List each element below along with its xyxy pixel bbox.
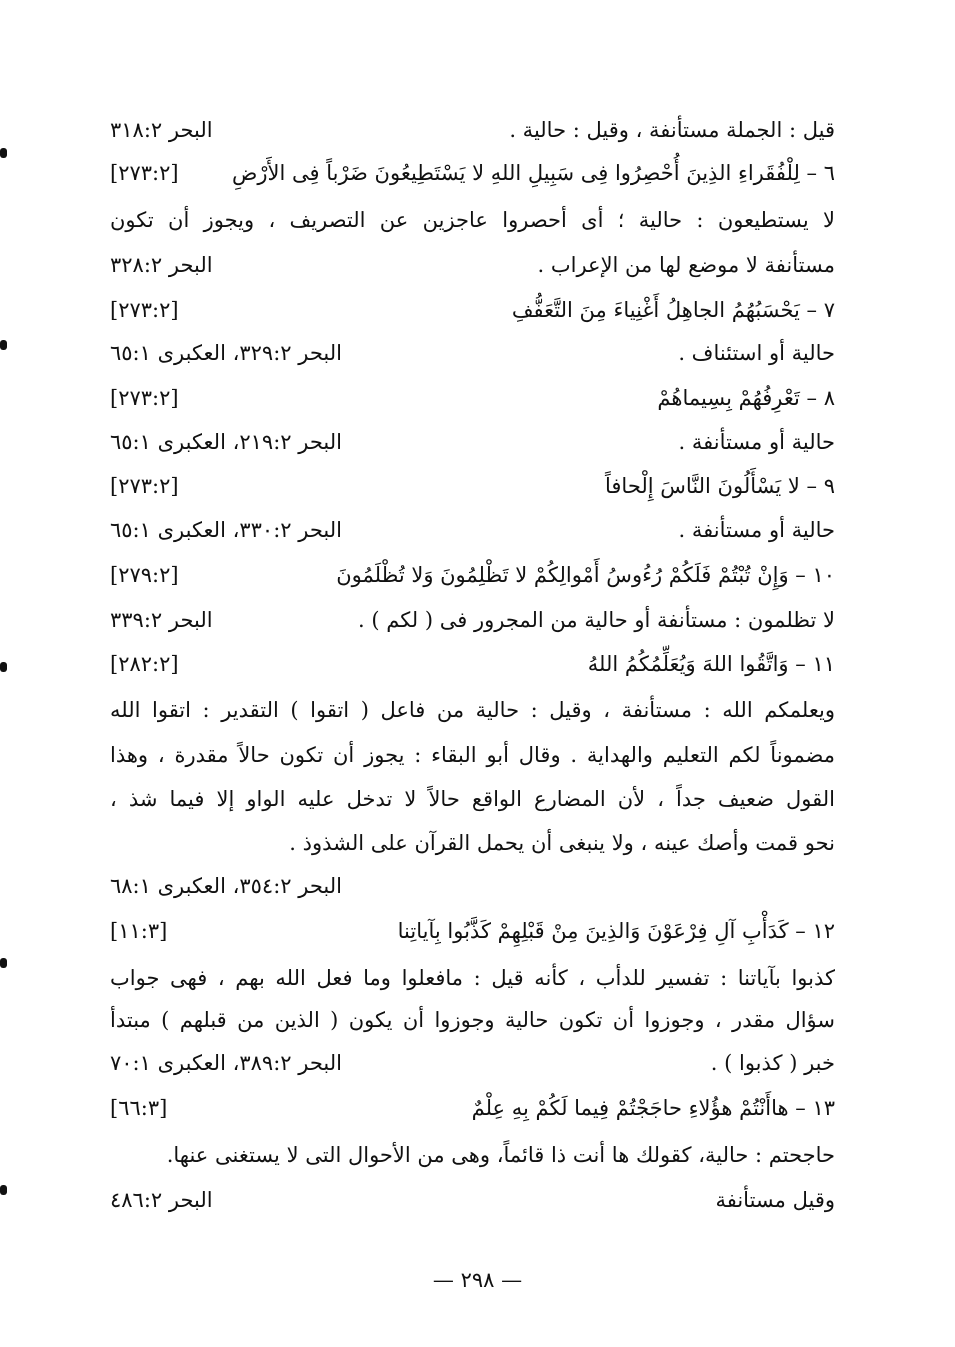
text-line [110, 1043, 835, 1083]
text-line [110, 555, 835, 595]
text-line [110, 422, 835, 462]
text-line [110, 510, 835, 550]
text-line [110, 200, 835, 240]
line-text: حاجحتم : حالية، كقولك ها أنت ذا قائماً، وهى من الأحوال التى لا يستغنى عنها. [166, 1143, 835, 1167]
line-text: ١٣ – هاأَنْتُمْ هؤُلاءِ حاجَجْتُمْ فِيما لَكُمْ بِهِ عِلْمٌ [471, 1096, 835, 1120]
line-text: مضموناً لكم التعليم والهداية . وقال أبو البقاء : يجوز أن تكون حالاً مقدرة ، وهذا [110, 743, 835, 767]
line-text: نحو قمت وأصك عينه ، ولا ينبغى أن يحمل القرآن على الشذوذ . [289, 831, 835, 855]
line-text: كذبوا بآياتنا : تفسير للدأب ، كأنه قيل : مافعلوا وما فعل الله بهم ، فهى جواب [110, 966, 835, 990]
source-reference: البحر ٣٢٩:٢، العكبرى ٦٥:١ [110, 341, 342, 365]
verse-reference: [٦٦:٣] [110, 1096, 168, 1120]
text-line [110, 779, 835, 819]
source-reference: البحر ٣٣٠:٢، العكبرى ٦٥:١ [110, 518, 342, 542]
line-text: حالية أو مستأنفة . [678, 518, 835, 542]
line-text: لا تظلمون : مستأنفة أو حالية من المجرور فى ( لكم ) . [358, 608, 835, 632]
binding-mark [0, 148, 7, 158]
verse-reference: [٢٧٩:٢] [110, 563, 179, 587]
line-text: القول ضعيف جداً ، لأن المضارع الواقع حالاً لا تدخل عليه الواو إلا فيما شذ ، [110, 787, 835, 811]
source-reference: البحر ٣٢٨:٢ [110, 253, 213, 277]
text-line [110, 153, 835, 193]
text-line [110, 866, 835, 906]
binding-mark [0, 1185, 7, 1195]
line-text: سؤال مقدر ، وجوزوا أن تكون حالية وجوزوا أن يكون ( الذين من قبلهم ) مبتدأ [110, 1008, 835, 1032]
text-line [110, 466, 835, 506]
text-line [110, 1135, 835, 1175]
verse-reference: [٢٧٣:٢] [110, 161, 179, 185]
line-text: ١٠ – وَإِنْ تُبْتُمْ فَلَكُمْ رُءُوسُ أَمْوالِكُمْ لا تَظْلِمُونَ وَلا تُظْلَمُونَ [336, 563, 835, 587]
text-line [110, 600, 835, 640]
line-text: حالية أو استئناف . [678, 341, 835, 365]
source-reference: البحر ٤٨٦:٢ [110, 1188, 213, 1212]
text-line [110, 378, 835, 418]
source-reference: البحر ٣٣٩:٢ [110, 608, 213, 632]
binding-mark [0, 340, 7, 350]
line-text: قيل : الجملة مستأنفة ، وقيل : حالية . [509, 118, 835, 142]
line-text: ١٢ – كَدَأْبِ آلِ فِرْعَوْنَ وَالذِينَ مِنْ قَبْلِهِمْ كَذَّبُوا بِآياتِنا [397, 919, 835, 943]
verse-reference: [٢٨٢:٢] [110, 652, 179, 676]
line-text: ٩ – لا يَسْأَلُونَ النَّاسَ إِلْحافاً [604, 474, 835, 498]
text-line [110, 1180, 835, 1220]
line-text: لا يستطيعون : حالية ؛ أى أحصروا عاجزين عن التصريف ، ويجوز أن تكون [110, 208, 835, 232]
line-text: خبر ( كذبوا ) . [710, 1051, 835, 1075]
verse-reference: [١١:٣] [110, 919, 168, 943]
text-line [110, 1000, 835, 1040]
verse-reference: [٢٧٣:٢] [110, 298, 179, 322]
line-text: حالية أو مستأنفة . [678, 430, 835, 454]
source-reference: البحر ٣٥٤:٢، العكبرى ٦٨:١ [110, 874, 342, 898]
line-text: ويعلمكم الله : مستأنفة ، وقيل : حالية من فاعل ( اتقوا ) التقدير : اتقوا الله [110, 698, 835, 722]
line-text: ٦ – لِلْفُقَراءِ الذِينَ أُحْصِرُوا فِى سَبِيلِ اللهِ لا يَسْتَطِيعُونَ ضَرْباً فِى الأَرْضِ [231, 161, 835, 185]
text-line [110, 823, 835, 863]
text-line [110, 644, 835, 684]
text-line [110, 110, 835, 150]
line-text: وقيل مستأنفة [715, 1188, 835, 1212]
source-reference: البحر ٢١٩:٢، العكبرى ٦٥:١ [110, 430, 342, 454]
verse-reference: [٢٧٣:٢] [110, 386, 179, 410]
text-line [110, 290, 835, 330]
text-line [110, 735, 835, 775]
line-text: ٧ – يَحْسَبُهُمُ الجاهِلُ أَغْنِياءَ مِنَ التَّعَفُّفِ [511, 298, 835, 322]
line-text: مستأنفة لا موضع لها من الإعراب . [537, 253, 835, 277]
text-line [110, 958, 835, 998]
text-line [110, 245, 835, 285]
line-text: ١١ – وَاتَّقُوا اللهَ وَيُعَلِّمُكُمُ اللهُ [587, 652, 835, 676]
line-text: ٨ – تَعْرِفُهُمْ بِسِيماهُمْ [657, 386, 835, 410]
page-number: — ٢٩٨ — [432, 1268, 523, 1292]
source-reference: البحر ٣٨٩:٢، العكبرى ٧٠:١ [110, 1051, 342, 1075]
text-line [110, 911, 835, 951]
source-reference: البحر ٣١٨:٢ [110, 118, 213, 142]
binding-mark [0, 958, 7, 968]
text-line [110, 333, 835, 373]
verse-reference: [٢٧٣:٢] [110, 474, 179, 498]
text-line [110, 1088, 835, 1128]
text-line [110, 690, 835, 730]
binding-mark [0, 662, 7, 672]
